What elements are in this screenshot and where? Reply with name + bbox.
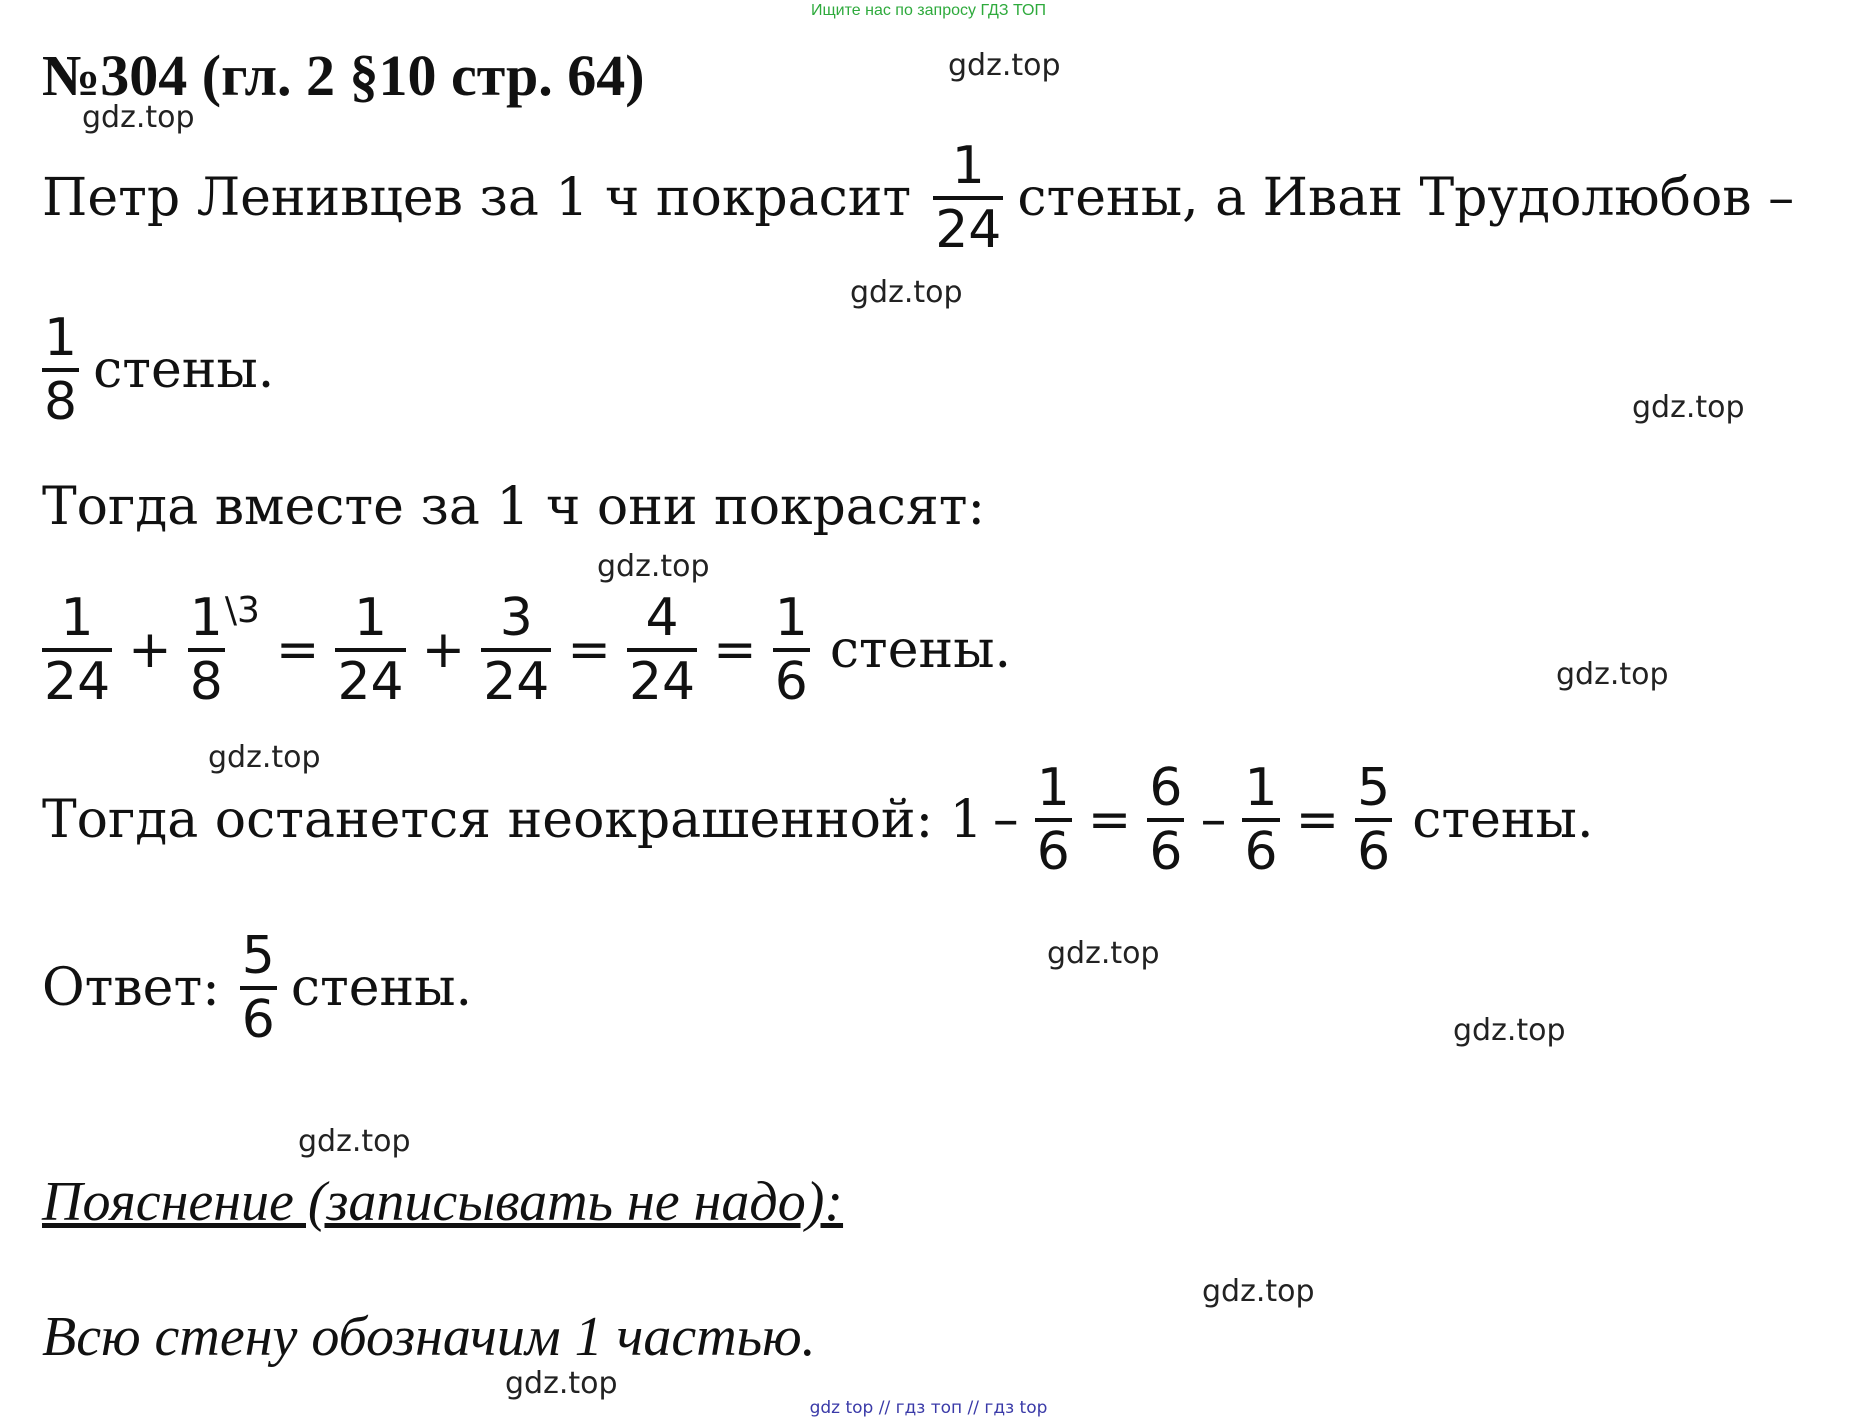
- equals-sign: =: [275, 620, 320, 681]
- line-text: стены.: [93, 340, 275, 401]
- fraction: [240, 926, 277, 1051]
- footer-links[interactable]: gdz top // гдз топ // гдз top: [809, 1398, 1048, 1418]
- fraction: [627, 588, 697, 713]
- watermark: gdz.top: [82, 100, 195, 135]
- numerator: 4: [645, 588, 679, 648]
- denominator: 24: [935, 200, 1002, 261]
- denominator: 8: [189, 652, 223, 713]
- numerator: 1: [354, 588, 388, 648]
- fraction: [1035, 758, 1072, 883]
- fraction: [1147, 758, 1184, 883]
- line-text: стены.: [829, 620, 1012, 681]
- fraction: [335, 588, 405, 713]
- numerator: 1: [1244, 758, 1278, 818]
- explanation-text: Всю стену обозначим 1 частью.: [42, 1306, 816, 1368]
- extra-factor-mark: \3: [224, 590, 260, 631]
- denominator: 6: [1357, 822, 1391, 883]
- fraction: [42, 308, 79, 433]
- fraction: [481, 588, 551, 713]
- equals-sign: =: [1295, 790, 1340, 851]
- text-line-3: Тогда вместе за 1 ч они покрасят:: [42, 477, 986, 537]
- denominator: 6: [1036, 822, 1070, 883]
- answer-line: [42, 926, 473, 1051]
- watermark: gdz.top: [1047, 936, 1160, 971]
- answer-label: Ответ:: [42, 958, 220, 1019]
- problem-title: №304 (гл. 2 §10 стр. 64): [42, 43, 645, 108]
- fraction: [1242, 758, 1279, 883]
- line-text: стены.: [1412, 790, 1594, 851]
- denominator: 24: [44, 652, 111, 713]
- line-text: Тогда останется неокрашенной: 1: [42, 790, 983, 851]
- denominator: 8: [44, 372, 78, 433]
- line-text: стены, а Иван Трудолюбов –: [1017, 168, 1795, 229]
- numerator: 5: [241, 926, 275, 986]
- watermark: gdz.top: [298, 1124, 411, 1159]
- numerator: 1: [951, 136, 985, 196]
- plus-sign: +: [128, 620, 172, 681]
- watermark: gdz.top: [597, 549, 710, 584]
- fraction: [773, 588, 810, 713]
- text-line-2: [36, 308, 275, 433]
- minus-sign: –: [1200, 790, 1227, 851]
- numerator: 1: [60, 588, 94, 648]
- fraction: [933, 136, 1003, 261]
- equation-remaining: [42, 758, 1594, 883]
- denominator: 6: [241, 990, 275, 1051]
- numerator: 1: [774, 588, 808, 648]
- watermark: gdz.top: [1202, 1274, 1315, 1309]
- numerator: 1: [189, 588, 223, 648]
- denominator: 24: [483, 652, 550, 713]
- watermark: gdz.top: [850, 275, 963, 310]
- watermark: gdz.top: [1453, 1013, 1566, 1048]
- numerator: 1: [1036, 758, 1070, 818]
- fraction: [1355, 758, 1392, 883]
- text-line-1: [42, 136, 1795, 261]
- denominator: 6: [1244, 822, 1278, 883]
- line-text: Петр Ленивцев за 1 ч покрасит: [42, 168, 912, 229]
- fraction: [42, 588, 112, 713]
- denominator: 24: [337, 652, 404, 713]
- numerator: 5: [1357, 758, 1391, 818]
- line-text: стены.: [290, 958, 473, 1019]
- equals-sign: =: [567, 620, 611, 681]
- equals-sign: =: [713, 620, 757, 681]
- equals-sign: =: [1087, 790, 1132, 851]
- numerator: 3: [499, 588, 533, 648]
- plus-sign: +: [421, 620, 466, 681]
- watermark: gdz.top: [1556, 657, 1669, 692]
- denominator: 6: [1149, 822, 1183, 883]
- minus-sign: –: [992, 790, 1019, 851]
- top-banner: Ищите нас по запросу ГДЗ ТОП: [811, 2, 1046, 19]
- numerator: 1: [44, 308, 78, 368]
- fraction: [188, 588, 225, 713]
- watermark: gdz.top: [505, 1366, 618, 1401]
- watermark: gdz.top: [948, 48, 1061, 83]
- numerator: 6: [1149, 758, 1183, 818]
- explanation-heading: Пояснение (записывать не надо):: [42, 1171, 844, 1233]
- equation-sum: [36, 588, 1012, 713]
- watermark: gdz.top: [1632, 390, 1745, 425]
- watermark: gdz.top: [208, 740, 321, 775]
- denominator: 6: [774, 652, 808, 713]
- denominator: 24: [628, 652, 696, 713]
